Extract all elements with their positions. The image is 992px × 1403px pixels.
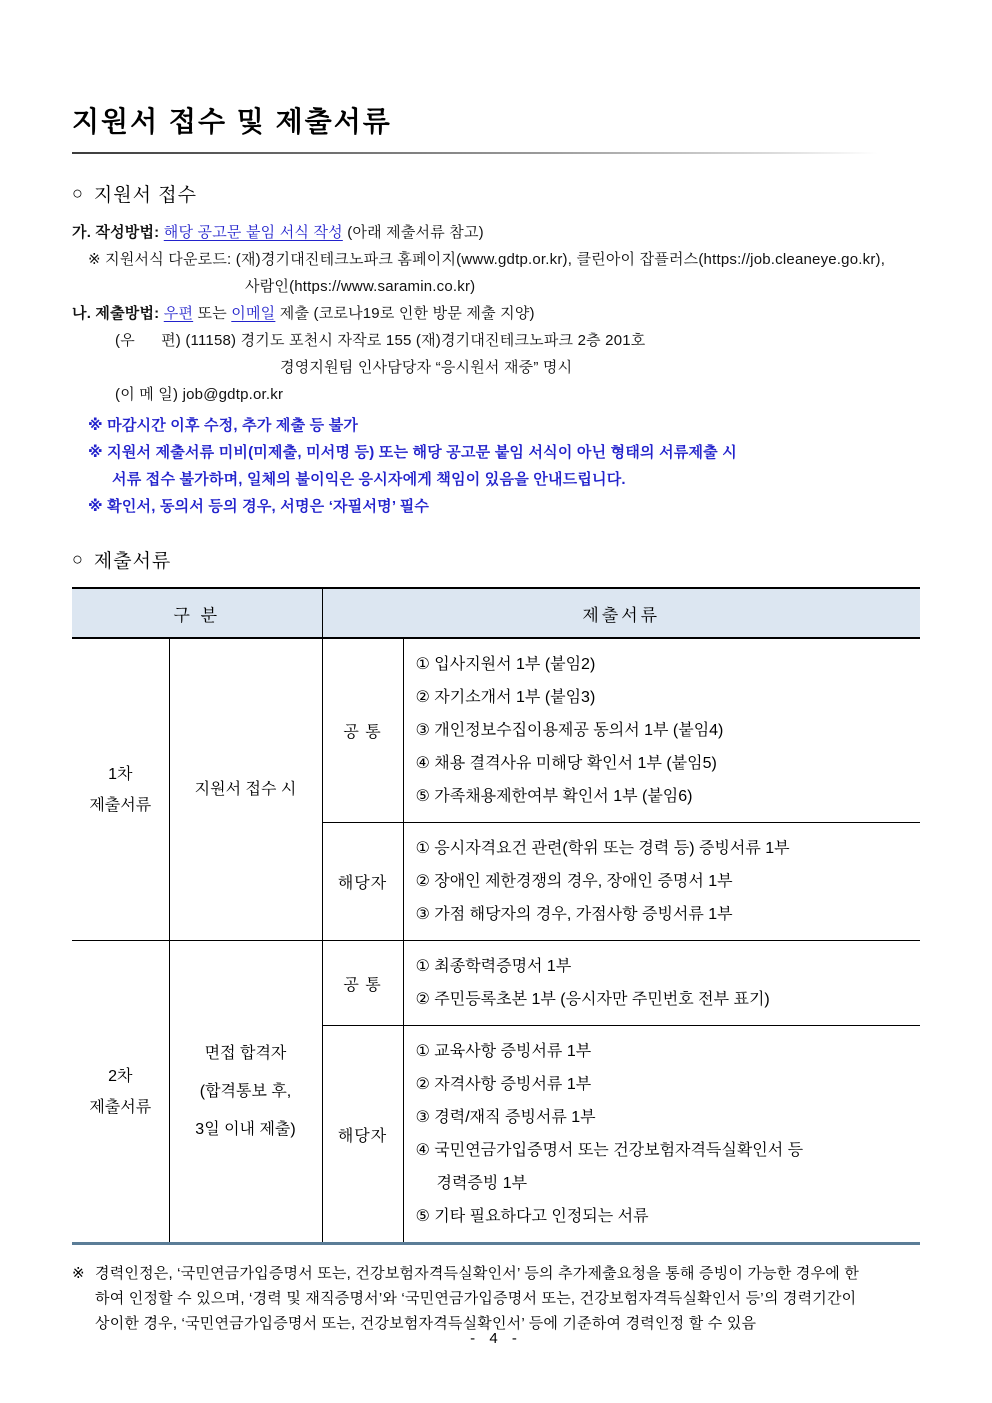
- footnote-text: [95, 1261, 859, 1336]
- circle-bullet-icon: ○: [72, 549, 84, 569]
- document-item: ① 최종학력증명서 1부: [415, 958, 572, 975]
- type-cell-applicable: 해당자: [322, 1026, 403, 1244]
- document-item: ① 교육사항 증빙서류 1부: [415, 1043, 592, 1060]
- items-cell: [403, 941, 920, 1026]
- circle-bullet-icon: ○: [72, 183, 84, 203]
- postal-note-line: 경영지원팀 인사담당자 “응시원서 재중” 명시: [280, 359, 573, 376]
- document-item: ② 장애인 제한경쟁의 경우, 장애인 증명서 1부: [415, 873, 733, 890]
- document-item: ② 주민등록초본 1부 (응시자만 주민번호 전부 표기): [415, 991, 770, 1008]
- stage-cell-first: [72, 638, 169, 941]
- when-line: (합격통보 후,: [199, 1082, 292, 1100]
- write-method-label: 가. 작성방법:: [72, 224, 160, 241]
- document-item: ① 응시자격요건 관련(학위 또는 경력 등) 증빙서류 1부: [415, 840, 790, 857]
- documents-table: [72, 587, 920, 1245]
- submit-method-link-post[interactable]: 우편: [163, 305, 194, 322]
- document-item-continuation: 경력증빙 1부: [436, 1175, 528, 1192]
- type-cell-common: 공 통: [322, 638, 403, 823]
- when-line: 면접 합격자: [204, 1044, 287, 1062]
- table-header-row: [72, 588, 920, 638]
- section-application-title: 지원서 접수: [93, 185, 197, 206]
- submit-method-line: [72, 300, 920, 327]
- footnote-line: 상이한 경우, ‘국민연금가입증명서 또는, 건강보험자격득실확인서’ 등에 기준하여 경력인정 할 수 있음: [95, 1315, 757, 1332]
- email-address-line: [72, 381, 920, 408]
- when-line: 지원서 접수 시: [194, 780, 297, 798]
- footnote-line: 하여 인정할 수 있으며, ‘경력 및 재직증명서’와 ‘국민연금가입증명서 또는, 건강보험자격득실확인서 등’의 경력기간이: [95, 1290, 857, 1307]
- footnote-marker: ※: [72, 1265, 85, 1282]
- header-documents: 제출서류: [322, 588, 920, 638]
- stage-line: 제출서류: [89, 1098, 152, 1116]
- email-value: job@gdtp.or.kr: [182, 386, 284, 403]
- postal-value: (11158) 경기도 포천시 자작로 155 (재)경기대진테크노파크 2층 201호: [185, 332, 646, 349]
- stage-cell-second: [72, 941, 169, 1244]
- warning-note: ※ 지원서 제출서류 미비(미제출, 미서명 등) 또는 해당 공고문 붙임 서식이 아닌 형태의 서류제출 시: [88, 444, 737, 461]
- download-note-line2: 사람인(https://www.saramin.co.kr): [245, 278, 476, 295]
- document-item: ④ 채용 결격사유 미해당 확인서 1부 (붙임5): [415, 755, 717, 772]
- warning-note: ※ 마감시간 이후 수정, 추가 제출 등 불가: [88, 417, 359, 434]
- stage-line: 2차: [108, 1067, 133, 1085]
- type-cell-common: 공 통: [322, 941, 403, 1026]
- write-method-suffix: (아래 제출서류 참고): [347, 224, 484, 241]
- when-line: 3일 이내 제출): [195, 1120, 296, 1138]
- stage-line: 1차: [108, 765, 133, 783]
- when-cell-second: [169, 941, 322, 1244]
- section-application-heading: [72, 180, 920, 207]
- document-item: ② 자기소개서 1부 (붙임3): [415, 689, 596, 706]
- application-section: [72, 219, 920, 520]
- document-item: ① 입사지원서 1부 (붙임2): [415, 656, 596, 673]
- section-documents-title: 제출서류: [93, 551, 172, 572]
- warning-note: ※ 확인서, 동의서 등의 경우, 서명은 ‘자필서명’ 필수: [88, 498, 430, 515]
- title-rule: [72, 152, 920, 154]
- email-label: (이 메 일): [115, 386, 179, 403]
- document-item: ② 자격사항 증빙서류 1부: [415, 1076, 592, 1093]
- items-cell: [403, 1026, 920, 1244]
- warning-note-continuation: 서류 접수 불가하며, 일체의 불이익은 응시자에게 책임이 있음을 안내드립니다.: [112, 471, 626, 488]
- type-cell-applicable: 해당자: [322, 823, 403, 941]
- submit-method-label: 나. 제출방법:: [72, 305, 160, 322]
- write-method-link[interactable]: 해당 공고문 붙임 서식 작성: [163, 224, 343, 241]
- document-item: ⑤ 가족채용제한여부 확인서 1부 (붙임6): [415, 788, 693, 805]
- when-cell-first: [169, 638, 322, 941]
- stage-line: 제출서류: [89, 796, 152, 814]
- document-item: ③ 경력/재직 증빙서류 1부: [415, 1109, 596, 1126]
- items-cell: [403, 638, 920, 823]
- page-number: - 4 -: [470, 1330, 522, 1347]
- header-category: 구 분: [72, 588, 322, 638]
- submit-method-suffix: 제출 (코로나19로 인한 방문 제출 지양): [279, 305, 535, 322]
- document-item: ③ 개인정보수집이용제공 동의서 1부 (붙임4): [415, 722, 724, 739]
- career-recognition-footnote: [72, 1261, 920, 1336]
- download-note-line1: ※ 지원서식 다운로드: (재)경기대진테크노파크 홈페이지(www.gdtp.or.kr), 클린아이 잡플러스(https://job.cleaneye.go.kr),: [88, 251, 886, 268]
- document-item: ⑤ 기타 필요하다고 인정되는 서류: [415, 1208, 649, 1225]
- submit-method-link-email[interactable]: 이메일: [231, 305, 276, 322]
- write-method-line: [72, 219, 920, 246]
- document-item: ④ 국민연금가입증명서 또는 건강보험자격득실확인서 등: [415, 1142, 804, 1159]
- postal-address-line: [72, 327, 920, 354]
- page-title: 지원서 접수 및 제출서류: [72, 106, 392, 137]
- document-item: ③ 가점 해당자의 경우, 가점사항 증빙서류 1부: [415, 906, 733, 923]
- items-cell: [403, 823, 920, 941]
- submit-method-conjunction: 또는: [197, 305, 227, 322]
- section-documents-heading: [72, 546, 920, 573]
- footnote-line: 경력인정은, ‘국민연금가입증명서 또는, 건강보험자격득실확인서’ 등의 추가제출요청을 통해 증빙이 가능한 경우에 한: [95, 1265, 860, 1282]
- table-row: [72, 941, 920, 1026]
- table-row: [72, 638, 920, 823]
- postal-label: (우 편): [115, 332, 181, 349]
